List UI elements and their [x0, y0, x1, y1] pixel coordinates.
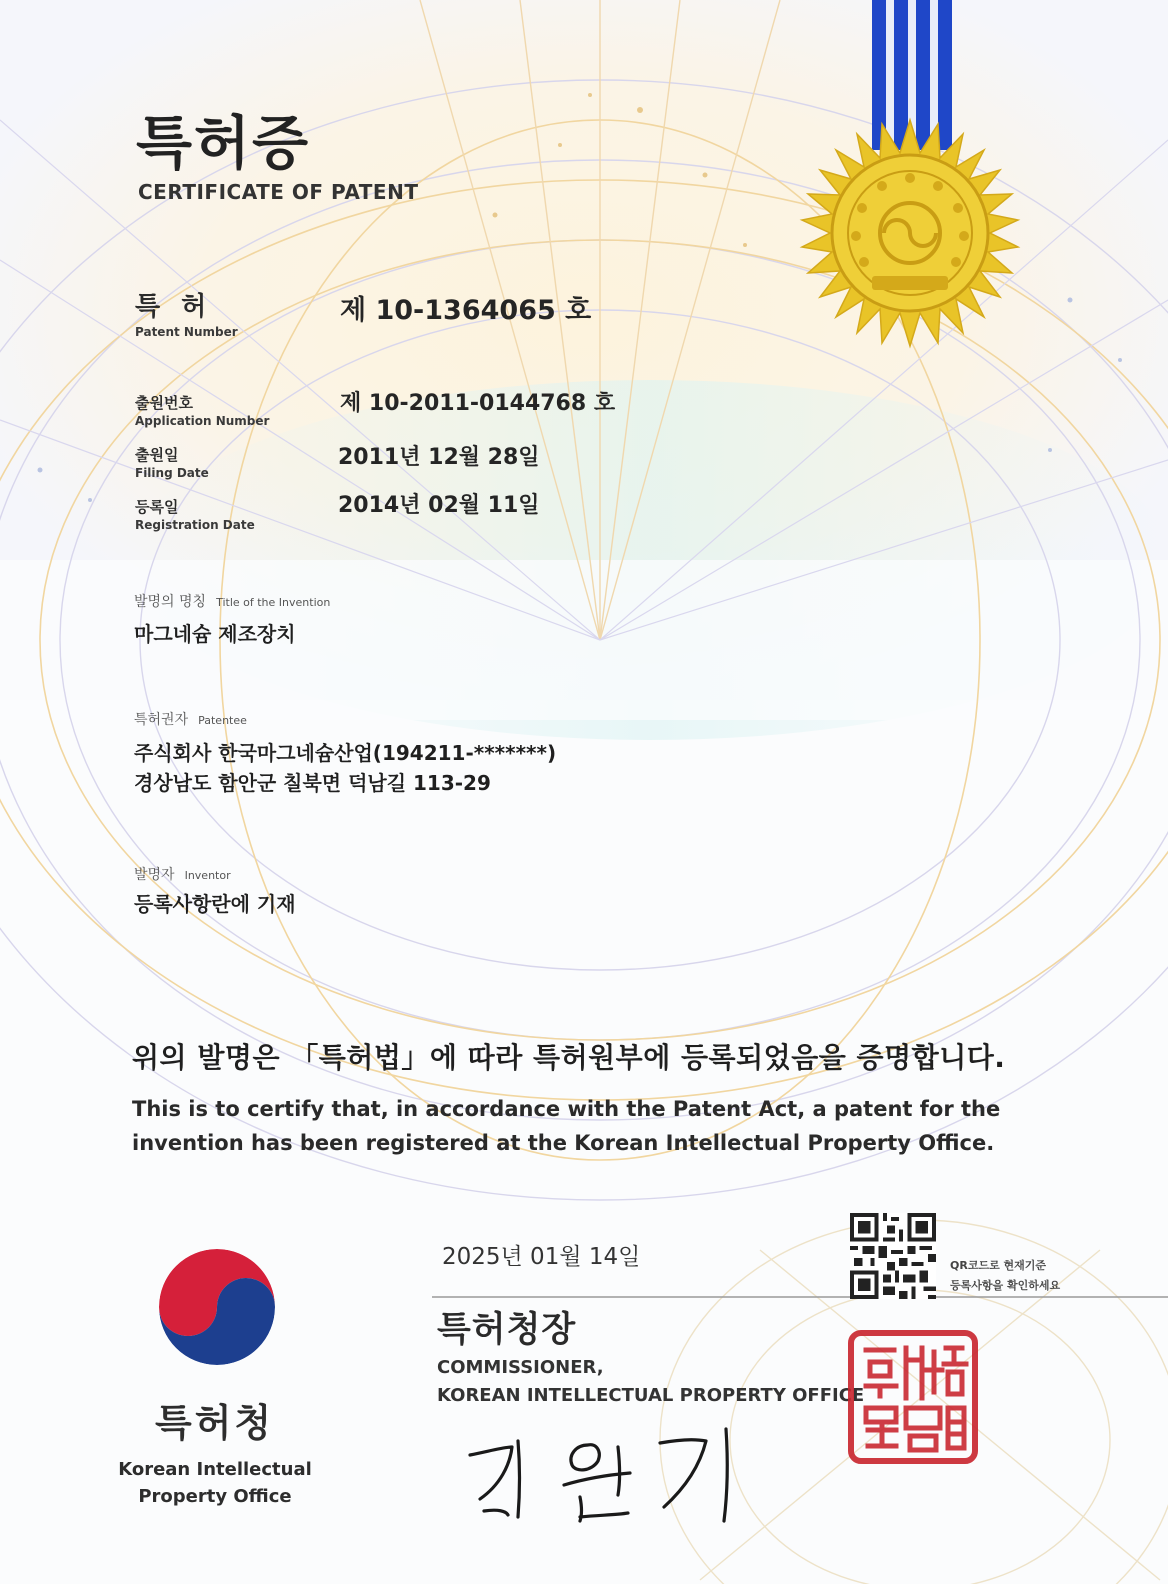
- kipo-name-english-line1: Korean Intellectual: [118, 1459, 312, 1480]
- inventor-value: 등록사항란에 기재: [134, 892, 296, 916]
- patentee-address: 경상남도 함안군 칠북면 덕남길 113-29: [134, 771, 491, 795]
- patent-number-label: 특 허: [135, 292, 213, 322]
- patentee-label-korean: 특허권자: [134, 712, 189, 728]
- issue-date: 2025년 01월 14일: [442, 1244, 641, 1270]
- commissioner-signature: [460, 1425, 760, 1525]
- inventor-label: [134, 864, 231, 884]
- registration-date-value: 2014년 02월 11일: [338, 493, 540, 518]
- application-number-value: 제 10-2011-0144768 호: [340, 391, 616, 416]
- inventor-label-english: Inventor: [184, 869, 231, 882]
- application-number-label-english: Application Number: [135, 414, 270, 428]
- invention-title-label-korean: 발명의 명칭: [134, 594, 207, 610]
- invention-title-value: 마그네슘 제조장치: [134, 622, 296, 646]
- registration-date-label-english: Registration Date: [135, 518, 255, 532]
- patentee-label-english: Patentee: [198, 714, 247, 727]
- patent-number-label-english: Patent Number: [135, 325, 238, 339]
- commissioner-title-english-line2: KOREAN INTELLECTUAL PROPERTY OFFICE: [437, 1385, 865, 1406]
- commissioner-title-english-line1: COMMISSIONER,: [437, 1357, 604, 1378]
- filing-date-label: 출원일: [135, 446, 179, 464]
- kipo-name-english: [110, 1456, 320, 1510]
- commissioner-title-korean: 특허청장: [437, 1310, 577, 1350]
- qr-note: [950, 1256, 1060, 1296]
- invention-title-label: [134, 591, 330, 611]
- qr-code[interactable]: [850, 1213, 936, 1299]
- gold-seal-emblem: [760, 0, 1060, 410]
- commissioner-title-english: [437, 1354, 864, 1410]
- official-red-stamp: [848, 1330, 978, 1464]
- filing-date-label-english: Filing Date: [135, 466, 209, 480]
- patentee-name: 주식회사 한국마그네슘산업(194211-*******): [134, 741, 557, 765]
- certification-statement-english: This is to certify that, in accordance with the Patent Act, a patent for the invention has been registered at the Korean Intellectual Property Office.: [132, 1097, 1001, 1155]
- certificate-title-english: CERTIFICATE OF PATENT: [138, 180, 419, 204]
- kipo-name-english-line2: Property Office: [138, 1486, 292, 1507]
- patent-number-value: 제 10-1364065 호: [340, 295, 592, 326]
- application-number-label: 출원번호: [135, 394, 193, 412]
- filing-date-value: 2011년 12월 28일: [338, 445, 540, 470]
- certificate-title: 특허증: [136, 109, 311, 177]
- patentee-label: [134, 709, 247, 729]
- kipo-taegeuk-logo: [150, 1240, 285, 1375]
- qr-note-line2: 등록사항을 확인하세요: [950, 1279, 1061, 1292]
- invention-title-label-english: Title of the Invention: [216, 596, 331, 609]
- kipo-name-korean: 특허청: [155, 1401, 275, 1445]
- qr-note-line1: QR코드로 현재기준: [950, 1259, 1047, 1272]
- certification-statement-korean: 위의 발명은 「특허법」에 따라 특허원부에 등록되었음을 증명합니다.: [132, 1041, 1006, 1074]
- registration-date-label: 등록일: [135, 498, 179, 516]
- inventor-label-korean: 발명자: [134, 867, 175, 883]
